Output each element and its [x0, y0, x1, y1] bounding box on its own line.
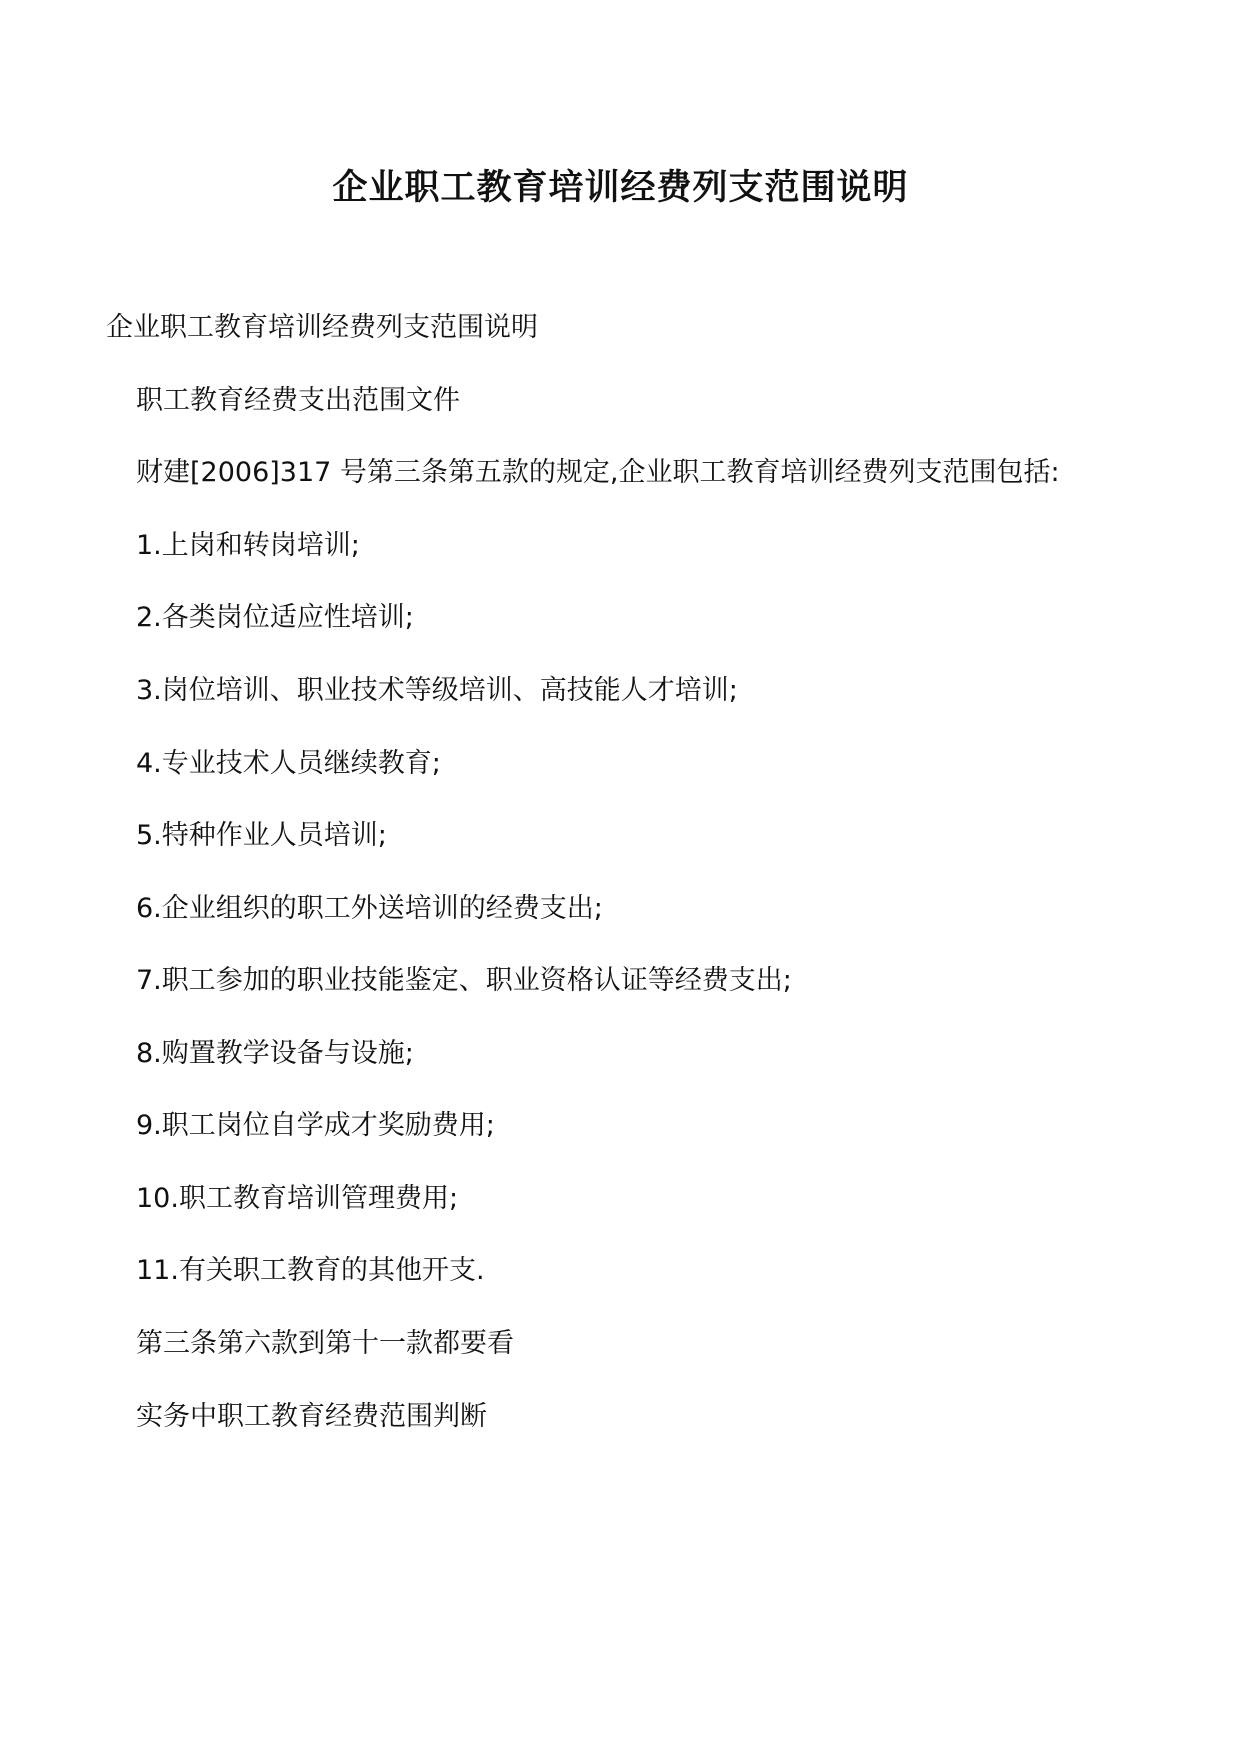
list-item: 4.专业技术人员继续教育;	[136, 748, 441, 779]
regulation-intro: 财建[2006]317 号第三条第五款的规定,企业职工教育培训经费列支范围包括:	[136, 457, 1060, 488]
list-item: 6.企业组织的职工外送培训的经费支出;	[136, 893, 603, 924]
list-item: 5.特种作业人员培训;	[136, 820, 387, 851]
section-heading: 职工教育经费支出范围文件	[136, 385, 460, 416]
list-item: 3.岗位培训、职业技术等级培训、高技能人才培训;	[136, 675, 738, 706]
list-item: 10.职工教育培训管理费用;	[136, 1183, 459, 1214]
list-item: 7.职工参加的职业技能鉴定、职业资格认证等经费支出;	[136, 965, 792, 996]
practice-heading: 实务中职工教育经费范围判断	[136, 1401, 487, 1432]
list-item: 8.购置教学设备与设施;	[136, 1038, 414, 1069]
list-item: 1.上岗和转岗培训;	[136, 530, 360, 561]
list-item: 9.职工岗位自学成才奖励费用;	[136, 1110, 495, 1141]
document-subtitle: 企业职工教育培训经费列支范围说明	[106, 312, 538, 343]
list-item: 2.各类岗位适应性培训;	[136, 602, 414, 633]
note-text: 第三条第六款到第十一款都要看	[136, 1328, 514, 1359]
document-title: 企业职工教育培训经费列支范围说明	[332, 167, 909, 208]
list-item: 11.有关职工教育的其他开支.	[136, 1255, 485, 1286]
